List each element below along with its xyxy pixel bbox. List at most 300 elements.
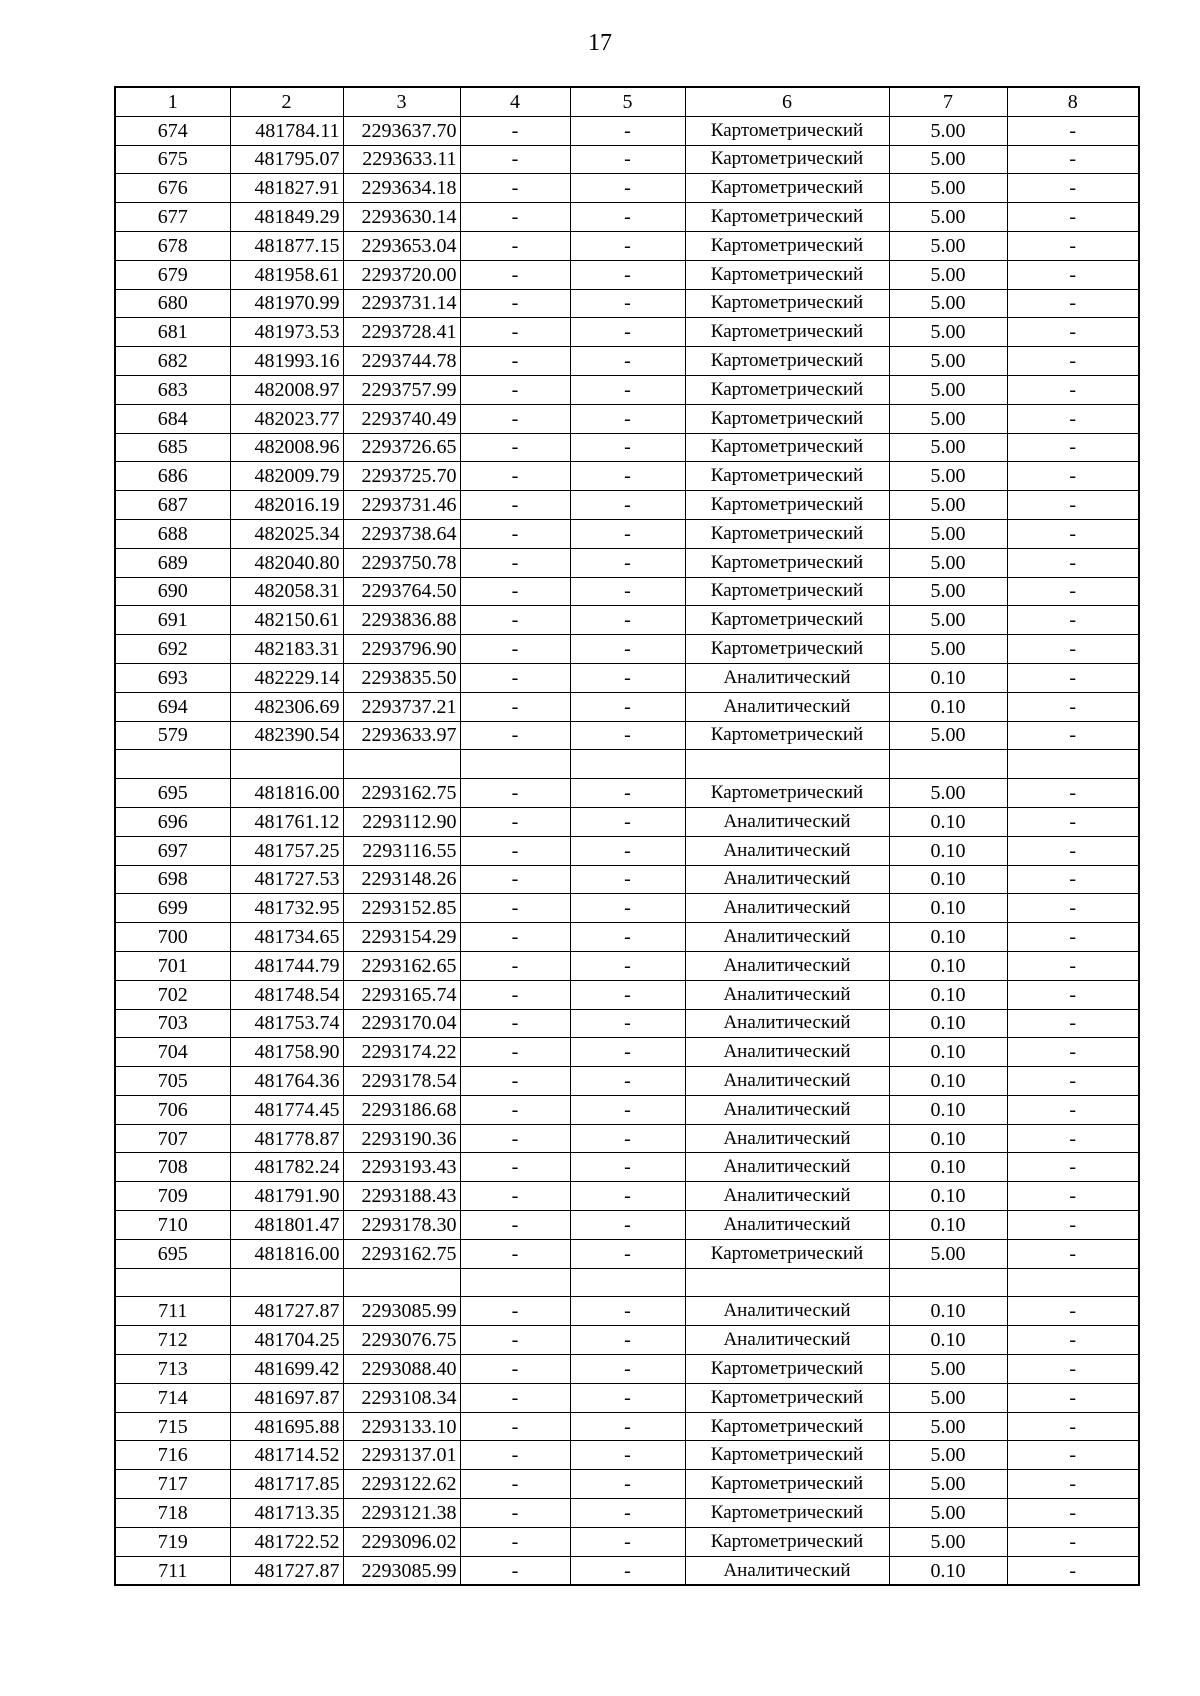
table-cell: - xyxy=(460,116,570,145)
table-cell xyxy=(230,750,343,779)
table-cell: - xyxy=(460,1556,570,1585)
table-row xyxy=(115,1009,1139,1038)
table-cell: - xyxy=(1007,923,1139,952)
table-cell: Картометрический xyxy=(685,347,889,376)
table-cell: 5.00 xyxy=(889,519,1007,548)
table-row xyxy=(115,1038,1139,1067)
table-cell: - xyxy=(570,1067,685,1096)
table-cell: - xyxy=(1007,318,1139,347)
table-cell: - xyxy=(460,721,570,750)
table-cell: Аналитический xyxy=(685,865,889,894)
table-cell: Картометрический xyxy=(685,1383,889,1412)
table-cell: - xyxy=(570,1326,685,1355)
table-cell: 702 xyxy=(115,980,230,1009)
table-cell: - xyxy=(460,1355,570,1384)
table-cell: 5.00 xyxy=(889,577,1007,606)
table-cell: 679 xyxy=(115,260,230,289)
table-cell: 482008.96 xyxy=(230,433,343,462)
table-cell: 0.10 xyxy=(889,1067,1007,1096)
table-cell: Картометрический xyxy=(685,318,889,347)
table-cell: 5.00 xyxy=(889,1355,1007,1384)
table-cell: 481717.85 xyxy=(230,1470,343,1499)
table-cell: Аналитический xyxy=(685,692,889,721)
table-cell: 2293637.70 xyxy=(343,116,460,145)
table-cell: 482183.31 xyxy=(230,635,343,664)
table-row xyxy=(115,519,1139,548)
table-cell: 5.00 xyxy=(889,635,1007,664)
table-cell: - xyxy=(1007,289,1139,318)
table-row xyxy=(115,1499,1139,1528)
table-cell xyxy=(343,750,460,779)
table-cell: - xyxy=(570,116,685,145)
table-cell: 481713.35 xyxy=(230,1499,343,1528)
table-row xyxy=(115,692,1139,721)
table-cell: 2293178.30 xyxy=(343,1211,460,1240)
table-cell: - xyxy=(1007,1009,1139,1038)
table-cell: 0.10 xyxy=(889,692,1007,721)
table-cell: 687 xyxy=(115,491,230,520)
table-cell: - xyxy=(1007,145,1139,174)
table-cell: - xyxy=(570,1297,685,1326)
table-cell: - xyxy=(460,1470,570,1499)
table-row xyxy=(115,1527,1139,1556)
table-cell xyxy=(889,750,1007,779)
table-cell: - xyxy=(1007,404,1139,433)
table-cell: 2293653.04 xyxy=(343,231,460,260)
table-cell: 2293190.36 xyxy=(343,1124,460,1153)
table-cell: - xyxy=(460,203,570,232)
table-cell: - xyxy=(1007,1239,1139,1268)
table-cell: 696 xyxy=(115,807,230,836)
table-cell: Картометрический xyxy=(685,145,889,174)
table-cell: - xyxy=(460,1499,570,1528)
table-cell: 2293720.00 xyxy=(343,260,460,289)
table-cell: 481727.87 xyxy=(230,1556,343,1585)
table-cell: 2293108.34 xyxy=(343,1383,460,1412)
table-cell: 481704.25 xyxy=(230,1326,343,1355)
table-cell: Аналитический xyxy=(685,1182,889,1211)
table-cell: 715 xyxy=(115,1412,230,1441)
table-cell: 718 xyxy=(115,1499,230,1528)
table-cell: 2293757.99 xyxy=(343,375,460,404)
table-cell: 691 xyxy=(115,606,230,635)
table-cell: 482023.77 xyxy=(230,404,343,433)
table-cell: 710 xyxy=(115,1211,230,1240)
table-cell: 699 xyxy=(115,894,230,923)
table-cell: Аналитический xyxy=(685,1153,889,1182)
table-cell: 706 xyxy=(115,1095,230,1124)
table-cell: 2293162.75 xyxy=(343,779,460,808)
table-cell: - xyxy=(460,807,570,836)
table-cell: 2293633.11 xyxy=(343,145,460,174)
table-cell: 0.10 xyxy=(889,1095,1007,1124)
table-cell: Картометрический xyxy=(685,1527,889,1556)
table-cell: - xyxy=(1007,1182,1139,1211)
table-row xyxy=(115,750,1139,779)
table-cell: 2293170.04 xyxy=(343,1009,460,1038)
table-cell: - xyxy=(570,491,685,520)
table-cell: 481764.36 xyxy=(230,1067,343,1096)
table-cell: 0.10 xyxy=(889,1297,1007,1326)
table-cell: 482306.69 xyxy=(230,692,343,721)
table-row xyxy=(115,1067,1139,1096)
table-cell: 677 xyxy=(115,203,230,232)
table-cell: 2293076.75 xyxy=(343,1326,460,1355)
table-cell: 2293137.01 xyxy=(343,1441,460,1470)
table-cell: - xyxy=(570,1383,685,1412)
table-cell: - xyxy=(460,1383,570,1412)
table-row xyxy=(115,865,1139,894)
table-cell: - xyxy=(1007,519,1139,548)
table-row xyxy=(115,1268,1139,1297)
table-cell: - xyxy=(570,663,685,692)
table-cell: 481791.90 xyxy=(230,1182,343,1211)
table-cell: 481849.29 xyxy=(230,203,343,232)
table-cell: Картометрический xyxy=(685,1355,889,1384)
table-row xyxy=(115,923,1139,952)
table-cell: - xyxy=(460,635,570,664)
table-cell: - xyxy=(460,433,570,462)
table-cell: 681 xyxy=(115,318,230,347)
table-cell: 481695.88 xyxy=(230,1412,343,1441)
table-cell: - xyxy=(460,1095,570,1124)
table-cell: - xyxy=(1007,1095,1139,1124)
table-row xyxy=(115,347,1139,376)
table-cell: 708 xyxy=(115,1153,230,1182)
table-row xyxy=(115,491,1139,520)
table-cell: 694 xyxy=(115,692,230,721)
table-cell: 2293728.41 xyxy=(343,318,460,347)
table-cell: 0.10 xyxy=(889,1009,1007,1038)
table-cell: - xyxy=(1007,1441,1139,1470)
table-cell: - xyxy=(570,1009,685,1038)
table-cell: 714 xyxy=(115,1383,230,1412)
table-cell: 709 xyxy=(115,1182,230,1211)
table-cell: 0.10 xyxy=(889,1038,1007,1067)
table-row xyxy=(115,145,1139,174)
header-cell: 5 xyxy=(570,87,685,116)
table-cell: 0.10 xyxy=(889,663,1007,692)
table-cell: - xyxy=(570,289,685,318)
table-cell: 481784.11 xyxy=(230,116,343,145)
table-cell: - xyxy=(460,260,570,289)
table-cell: - xyxy=(460,923,570,952)
table-cell: 2293096.02 xyxy=(343,1527,460,1556)
table-body xyxy=(115,116,1139,1585)
table-cell: 482016.19 xyxy=(230,491,343,520)
table-cell: 481801.47 xyxy=(230,1211,343,1240)
table-row xyxy=(115,260,1139,289)
table-cell: 0.10 xyxy=(889,1326,1007,1355)
table-cell: - xyxy=(570,1211,685,1240)
table-cell: - xyxy=(460,865,570,894)
table-cell: 0.10 xyxy=(889,807,1007,836)
table-cell: 482040.80 xyxy=(230,548,343,577)
table-cell: - xyxy=(460,1527,570,1556)
table-cell xyxy=(460,750,570,779)
table-row xyxy=(115,404,1139,433)
table-cell: 481778.87 xyxy=(230,1124,343,1153)
table-cell: - xyxy=(1007,951,1139,980)
table-cell: Картометрический xyxy=(685,1239,889,1268)
table-row xyxy=(115,1470,1139,1499)
table-cell: 0.10 xyxy=(889,1556,1007,1585)
table-cell: 482025.34 xyxy=(230,519,343,548)
table-cell: - xyxy=(570,1527,685,1556)
table-cell: - xyxy=(460,491,570,520)
table-cell: 5.00 xyxy=(889,721,1007,750)
table-cell: - xyxy=(1007,1383,1139,1412)
table-cell: 481993.16 xyxy=(230,347,343,376)
table-cell: 693 xyxy=(115,663,230,692)
table-cell: - xyxy=(570,548,685,577)
table-cell: - xyxy=(570,1239,685,1268)
table-cell: 5.00 xyxy=(889,1239,1007,1268)
table-cell xyxy=(685,750,889,779)
table-row xyxy=(115,951,1139,980)
table-cell: - xyxy=(570,1470,685,1499)
table-row xyxy=(115,375,1139,404)
table-cell: Картометрический xyxy=(685,231,889,260)
table-cell: - xyxy=(570,1124,685,1153)
header-cell: 1 xyxy=(115,87,230,116)
table-cell: 683 xyxy=(115,375,230,404)
table-cell: Картометрический xyxy=(685,289,889,318)
header-cell: 3 xyxy=(343,87,460,116)
table-cell: - xyxy=(570,145,685,174)
table-cell: - xyxy=(570,1182,685,1211)
table-cell: 481816.00 xyxy=(230,779,343,808)
table-cell: - xyxy=(460,289,570,318)
page-number: 17 xyxy=(588,30,612,56)
table-cell: 481958.61 xyxy=(230,260,343,289)
table-cell: - xyxy=(460,1326,570,1355)
table-cell: - xyxy=(460,1239,570,1268)
table-cell: - xyxy=(1007,1412,1139,1441)
table-cell: - xyxy=(1007,1470,1139,1499)
header-cell: 2 xyxy=(230,87,343,116)
table-cell: 0.10 xyxy=(889,836,1007,865)
table-row xyxy=(115,231,1139,260)
table-cell: 0.10 xyxy=(889,865,1007,894)
table-cell: - xyxy=(1007,807,1139,836)
table-row xyxy=(115,116,1139,145)
table-cell: - xyxy=(1007,203,1139,232)
table-cell: 2293152.85 xyxy=(343,894,460,923)
table-cell: 481753.74 xyxy=(230,1009,343,1038)
table-cell: 481816.00 xyxy=(230,1239,343,1268)
table-cell: - xyxy=(460,404,570,433)
table-cell: 481774.45 xyxy=(230,1095,343,1124)
table-cell xyxy=(1007,750,1139,779)
table-cell: 689 xyxy=(115,548,230,577)
table-cell: 2293726.65 xyxy=(343,433,460,462)
table-cell: 675 xyxy=(115,145,230,174)
table-row xyxy=(115,289,1139,318)
table-cell: 2293162.65 xyxy=(343,951,460,980)
table-row xyxy=(115,1326,1139,1355)
table-cell: 2293188.43 xyxy=(343,1182,460,1211)
table-cell: - xyxy=(460,836,570,865)
table-cell: - xyxy=(460,318,570,347)
table-cell: 697 xyxy=(115,836,230,865)
table-row xyxy=(115,577,1139,606)
table-cell: - xyxy=(570,404,685,433)
table-header xyxy=(115,87,1139,116)
table-cell: 2293737.21 xyxy=(343,692,460,721)
table-cell: - xyxy=(460,577,570,606)
table-cell: 2293085.99 xyxy=(343,1556,460,1585)
table-cell: Аналитический xyxy=(685,1556,889,1585)
table-cell: - xyxy=(1007,980,1139,1009)
table-cell: 678 xyxy=(115,231,230,260)
table-cell: - xyxy=(460,462,570,491)
table-cell: 5.00 xyxy=(889,1441,1007,1470)
table-cell xyxy=(343,1268,460,1297)
table-cell: - xyxy=(460,347,570,376)
table-cell: - xyxy=(570,635,685,664)
table-cell: 0.10 xyxy=(889,1182,1007,1211)
table-cell: - xyxy=(460,519,570,548)
header-cell: 7 xyxy=(889,87,1007,116)
table-cell: Аналитический xyxy=(685,663,889,692)
table-cell: 481734.65 xyxy=(230,923,343,952)
table-cell: 688 xyxy=(115,519,230,548)
table-cell: 2293634.18 xyxy=(343,174,460,203)
table-cell: 2293178.54 xyxy=(343,1067,460,1096)
table-cell: - xyxy=(570,375,685,404)
table-cell: 2293836.88 xyxy=(343,606,460,635)
table-cell: Картометрический xyxy=(685,577,889,606)
table-cell: 579 xyxy=(115,721,230,750)
table-cell: Картометрический xyxy=(685,433,889,462)
table-cell: 684 xyxy=(115,404,230,433)
table-cell: 5.00 xyxy=(889,1383,1007,1412)
table-cell: 698 xyxy=(115,865,230,894)
table-row xyxy=(115,462,1139,491)
table-row xyxy=(115,1297,1139,1326)
table-cell: 2293796.90 xyxy=(343,635,460,664)
table-cell xyxy=(460,1268,570,1297)
table-cell: - xyxy=(570,836,685,865)
table-cell: Аналитический xyxy=(685,1038,889,1067)
table-cell: 713 xyxy=(115,1355,230,1384)
table-cell: - xyxy=(570,1441,685,1470)
table-cell: - xyxy=(570,519,685,548)
table-cell: - xyxy=(570,865,685,894)
coordinates-table xyxy=(114,86,1140,1586)
table-cell: 2293174.22 xyxy=(343,1038,460,1067)
table-row xyxy=(115,1412,1139,1441)
table-cell: - xyxy=(460,1124,570,1153)
table-cell: 481714.52 xyxy=(230,1441,343,1470)
table-cell: 0.10 xyxy=(889,923,1007,952)
table-cell: - xyxy=(460,1182,570,1211)
table-cell: - xyxy=(570,1038,685,1067)
table-cell: - xyxy=(460,894,570,923)
table-cell: - xyxy=(460,1153,570,1182)
table-cell: - xyxy=(1007,894,1139,923)
table-cell: 695 xyxy=(115,1239,230,1268)
table-cell: - xyxy=(460,1211,570,1240)
table-cell: Аналитический xyxy=(685,1297,889,1326)
table-cell: 717 xyxy=(115,1470,230,1499)
table-cell: Картометрический xyxy=(685,116,889,145)
table-cell: - xyxy=(570,260,685,289)
table-cell: Аналитический xyxy=(685,1009,889,1038)
table-cell: - xyxy=(460,692,570,721)
table-row xyxy=(115,1239,1139,1268)
table-cell: 2293633.97 xyxy=(343,721,460,750)
table-cell: 481748.54 xyxy=(230,980,343,1009)
table-row xyxy=(115,836,1139,865)
table-cell: 482229.14 xyxy=(230,663,343,692)
table-cell: - xyxy=(460,548,570,577)
table-cell: 481722.52 xyxy=(230,1527,343,1556)
table-cell: 676 xyxy=(115,174,230,203)
table-cell: 674 xyxy=(115,116,230,145)
table-cell: - xyxy=(1007,721,1139,750)
table-cell: - xyxy=(1007,174,1139,203)
table-cell: 5.00 xyxy=(889,1470,1007,1499)
table-cell: Картометрический xyxy=(685,635,889,664)
table-cell: 5.00 xyxy=(889,318,1007,347)
table-cell: Аналитический xyxy=(685,980,889,1009)
table-cell: Аналитический xyxy=(685,1067,889,1096)
table-cell: 482058.31 xyxy=(230,577,343,606)
table-cell: - xyxy=(460,951,570,980)
table-cell: 705 xyxy=(115,1067,230,1096)
table-row xyxy=(115,779,1139,808)
table-row xyxy=(115,174,1139,203)
header-cell: 8 xyxy=(1007,87,1139,116)
table-cell: - xyxy=(1007,116,1139,145)
table-cell: 481758.90 xyxy=(230,1038,343,1067)
table-cell xyxy=(570,1268,685,1297)
table-cell: 5.00 xyxy=(889,260,1007,289)
table-cell: - xyxy=(570,951,685,980)
table-cell xyxy=(115,1268,230,1297)
table-cell: 2293731.46 xyxy=(343,491,460,520)
table-cell: - xyxy=(1007,1556,1139,1585)
table-cell: - xyxy=(570,692,685,721)
table-cell: 481970.99 xyxy=(230,289,343,318)
table-cell: 482150.61 xyxy=(230,606,343,635)
table-cell: 690 xyxy=(115,577,230,606)
table-cell: 5.00 xyxy=(889,174,1007,203)
table-cell: 712 xyxy=(115,1326,230,1355)
table-cell: 701 xyxy=(115,951,230,980)
table-cell: - xyxy=(1007,577,1139,606)
table-row xyxy=(115,663,1139,692)
table-cell: - xyxy=(570,462,685,491)
table-cell: - xyxy=(570,231,685,260)
table-cell: 2293154.29 xyxy=(343,923,460,952)
table-cell: - xyxy=(570,1095,685,1124)
table-cell: - xyxy=(1007,635,1139,664)
table-cell: Аналитический xyxy=(685,1095,889,1124)
table-cell: - xyxy=(570,1556,685,1585)
table-cell: 481727.53 xyxy=(230,865,343,894)
table-cell: 5.00 xyxy=(889,1527,1007,1556)
table-cell: Аналитический xyxy=(685,1211,889,1240)
table-cell: 719 xyxy=(115,1527,230,1556)
table-cell: - xyxy=(460,1067,570,1096)
table-cell: - xyxy=(1007,1067,1139,1096)
table-cell: 707 xyxy=(115,1124,230,1153)
table-cell: 0.10 xyxy=(889,1153,1007,1182)
table-row xyxy=(115,1124,1139,1153)
